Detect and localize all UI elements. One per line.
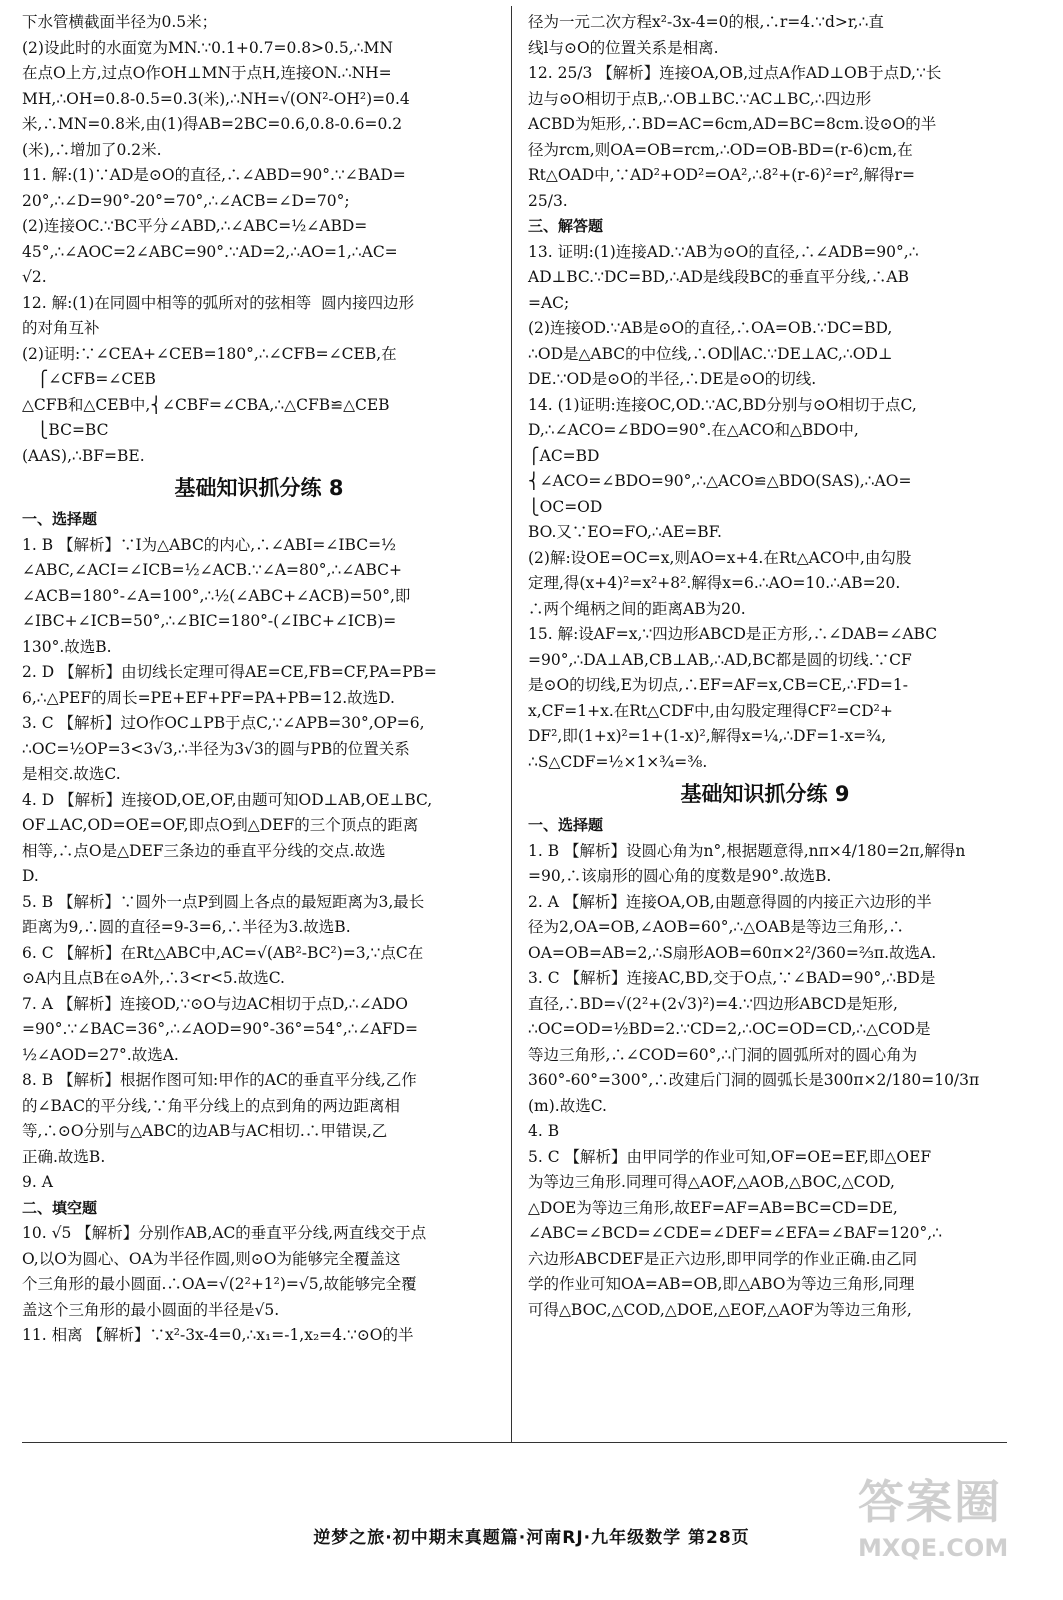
section-title: 基础知识抓分练 8: [174, 476, 344, 500]
text-line: ⎩BC=BC: [22, 421, 109, 439]
text-line: Rt△OAD中,∵AD²+OD²=OA²,∴8²+(r-6)²=r²,解得r=: [528, 166, 915, 184]
text-line: 25/3.: [528, 191, 568, 210]
text-line: 相等,∴点O是△DEF三条边的垂直平分线的交点.故选: [22, 841, 386, 860]
text-line: 径为一元二次方程x²-3x-4=0的根,∴r=4.∵d>r,∴直: [528, 13, 884, 31]
text-line: 六边形ABCDEF是正六边形,即甲同学的作业正确.由乙同: [528, 1249, 918, 1268]
text-line: ⎩OC=OD: [528, 497, 603, 516]
text-line: 20°,∴∠D=90°-20°=70°,∴∠ACB=∠D=70°;: [22, 191, 350, 210]
text-line: 8. B 【解析】根据作图可知:甲作的AC的垂直平分线,乙作: [22, 1071, 417, 1089]
text-line: ACBD为矩形,∴BD=AC=6cm,AD=BC=8cm.设⊙O的半: [528, 115, 937, 133]
text-line: 1. B 【解析】设圆心角为n°,根据题意得,nπ×4/180=2π,解得n: [528, 841, 966, 860]
text-line: OA=OB=AB=2,∴S扇形AOB=60π×2²/360=⅔π.故选A.: [528, 943, 937, 962]
text-line: 6. C 【解析】在Rt△ABC中,AC=√(AB²-BC²)=3,∵点C在: [22, 943, 424, 962]
text-line: 定理,得(x+4)²=x²+8².解得x=6.∴AO=10.∴AB=20.: [528, 574, 901, 592]
column-divider: [511, 6, 512, 1442]
text-line: ⎨∠ACO=∠BDO=90°,∴△ACO≌△BDO(SAS),∴AO=: [528, 472, 912, 490]
text-line: 径为2,OA=OB,∠AOB=60°,∴△OAB是等边三角形,∴: [528, 918, 904, 936]
text-line: 2. A 【解析】连接OA,OB,由题意得圆的内接正六边形的半: [528, 892, 932, 911]
text-line: ∴OD是△ABC的中位线,∴OD∥AC.∵DE⊥AC,∴OD⊥: [528, 344, 893, 363]
text-line: 边与⊙O相切于点B,∴OB⊥BC.∵AC⊥BC,∴四边形: [528, 89, 872, 108]
text-line: 是⊙O的切线,E为切点,∴EF=AF=x,CB=CE,∴FD=1-: [528, 676, 908, 694]
text-line: 5. B 【解析】∵圆外一点P到圆上各点的最短距离为3,最长: [22, 892, 425, 911]
text-line: =90,∴该扇形的圆心角的度数是90°.故选B.: [528, 867, 832, 885]
text-line: 线l与⊙O的位置关系是相离.: [528, 38, 719, 57]
text-line: 4. D 【解析】连接OD,OE,OF,由题可知OD⊥AB,OE⊥BC,: [22, 790, 433, 809]
text-line: 12. 解:(1)在同圆中相等的弧所对的弦相等 圆内接四边形: [22, 293, 415, 312]
text-line: 可得△BOC,△COD,△DOE,△EOF,△AOF为等边三角形,: [528, 1300, 912, 1319]
text-line: 距离为9,∴圆的直径=9-3=6,∴半径为3.故选B.: [22, 918, 351, 936]
text-line: 6,∴△PEF的周长=PE+EF+PF=PA+PB=12.故选D.: [22, 688, 395, 707]
text-line: (2)连接OD.∵AB是⊙O的直径,∴OA=OB.∵DC=BD,: [528, 319, 893, 337]
section-heading: 一、选择题: [528, 816, 604, 834]
text-line: 径为rcm,则OA=OB=rcm,∴OD=OB-BD=(r-6)cm,在: [528, 140, 913, 159]
text-line: DF²,即(1+x)²=1+(1-x)²,解得x=¼,∴DF=1-x=¾,: [528, 727, 887, 745]
text-line: ⎧∠CFB=∠CEB: [22, 370, 156, 388]
text-line: OF⊥AC,OD=OE=OF,即点O到△DEF的三个顶点的距离: [22, 816, 419, 834]
text-line: 是相交.故选C.: [22, 765, 121, 783]
text-line: 13. 证明:(1)连接AD.∵AB为⊙O的直径,∴∠ADB=90°,∴: [528, 242, 919, 261]
text-line: 等,∴⊙O分别与△ABC的边AB与AC相切.∴甲错误,乙: [22, 1122, 388, 1140]
watermark-url: MXQE.COM: [858, 1534, 1009, 1562]
text-line: ∴OC=OD=½BD=2.∵CD=2,∴OC=OD=CD,∴△COD是: [528, 1020, 931, 1038]
text-line: ∴OC=½OP=3<3√3,∴半径为3√3的圆与PB的位置关系: [22, 739, 410, 758]
section-heading: 三、解答题: [528, 217, 604, 235]
text-line: 直径,∴BD=√(2²+(2√3)²)=4.∵四边形ABCD是矩形,: [528, 994, 898, 1013]
text-line: 在点O上方,过点O作OH⊥MN于点H,连接ON.∴NH=: [22, 64, 392, 82]
text-line: ⎧AC=BD: [528, 446, 600, 465]
text-line: 盖这个三角形的最小圆面的半径是√5.: [22, 1300, 280, 1319]
text-line: (2)设此时的水面宽为MN.∵0.1+0.7=0.8>0.5,∴MN: [22, 38, 393, 57]
text-line: 米,∴MN=0.8米,由(1)得AB=2BC=0.6,0.8-0.6=0.2: [22, 115, 403, 133]
text-line: 2. D 【解析】由切线长定理可得AE=CE,FB=CF,PA=PB=: [22, 663, 437, 681]
text-line: 个三角形的最小圆面.∴OA=√(2²+1²)=√5,故能够完全覆: [22, 1275, 417, 1293]
text-line: O,以O为圆心、OA为半径作圆,则⊙O为能够完全覆盖这: [22, 1249, 401, 1268]
text-line: 正确.故选B.: [22, 1147, 106, 1166]
text-line: (2)解:设OE=OC=x,则AO=x+4.在Rt△ACO中,由勾股: [528, 548, 912, 567]
text-line: ∠IBC+∠ICB=50°,∴∠BIC=180°-(∠IBC+∠ICB)=: [22, 612, 397, 630]
text-line: 10. √5 【解析】分别作AB,AC的垂直平分线,两直线交于点: [22, 1224, 427, 1242]
text-line: ∴S△CDF=½×1×¾=⅜.: [528, 752, 708, 771]
text-line: =90°.∵∠BAC=36°,∴∠AOD=90°-36°=54°,∴∠AFD=: [22, 1020, 419, 1038]
text-line: 15. 解:设AF=x,∵四边形ABCD是正方形,∴∠DAB=∠ABC: [528, 625, 938, 643]
watermark-brand: 答案圈: [858, 1475, 1002, 1529]
text-line: 7. A 【解析】连接OD,∵⊙O与边AC相切于点D,∴∠ADO: [22, 994, 408, 1013]
left-column: [22, 10, 496, 1349]
text-line: ∠ABC=∠BCD=∠CDE=∠DEF=∠EFA=∠BAF=120°,∴: [528, 1224, 943, 1242]
text-line: 学的作业可知OA=AB=OB,即△ABO为等边三角形,同理: [528, 1275, 915, 1293]
text-line: ½∠AOD=27°.故选A.: [22, 1045, 179, 1064]
text-line: 4. B: [528, 1122, 560, 1140]
text-line: ∠ABC,∠ACI=∠ICB=½∠ACB.∵∠A=80°,∴∠ABC+: [22, 561, 402, 579]
text-line: (2)证明:∵∠CEA+∠CEB=180°,∴∠CFB=∠CEB,在: [22, 344, 397, 363]
text-line: AD⊥BC.∵DC=BD,∴AD是线段BC的垂直平分线,∴AB: [528, 268, 909, 286]
text-line: =AC;: [528, 293, 570, 312]
right-column: [528, 10, 1002, 1323]
text-line: 5. C 【解析】由甲同学的作业可知,OF=OE=EF,即△OEF: [528, 1147, 932, 1166]
text-line: 等边三角形,∴∠COD=60°,∴门洞的圆弧所对的圆心角为: [528, 1045, 918, 1064]
text-line: 3. C 【解析】过O作OC⊥PB于点C,∵∠APB=30°,OP=6,: [22, 714, 425, 732]
text-line: 45°,∴∠AOC=2∠ABC=90°.∵AD=2,∴AO=1,∴AC=: [22, 242, 398, 261]
text-line: ⊙A内且点B在⊙A外,∴3<r<5.故选C.: [22, 969, 285, 987]
text-line: △CFB和△CEB中,⎨∠CBF=∠CBA,∴△CFB≌△CEB: [22, 395, 390, 414]
footer-rule: [22, 1442, 1007, 1443]
text-line: =90°,∴DA⊥AB,CB⊥AB,∴AD,BC都是圆的切线.∵CF: [528, 650, 912, 669]
text-line: 11. 解:(1)∵AD是⊙O的直径,∴∠ABD=90°.∵∠BAD=: [22, 166, 406, 184]
text-line: (AAS),∴BF=BE.: [22, 446, 145, 465]
text-line: 360°-60°=300°,∴改建后门洞的圆弧长是300π×2/180=10/3π: [528, 1071, 980, 1089]
page-footer: 逆梦之旅·初中期末真题篇·河南RJ·九年级数学 第28页: [313, 1528, 750, 1548]
text-line: ∠ACB=180°-∠A=100°,∴½(∠ABC+∠ACB)=50°,即: [22, 586, 411, 605]
text-line: x,CF=1+x.在Rt△CDF中,由勾股定理得CF²=CD²+: [528, 701, 893, 720]
text-line: 130°.故选B.: [22, 637, 112, 656]
section-heading: 二、填空题: [22, 1198, 98, 1217]
text-line: 的∠BAC的平分线,∵角平分线上的点到角的两边距离相: [22, 1096, 400, 1115]
section-heading: 一、选择题: [22, 510, 98, 528]
section-title: 基础知识抓分练 9: [680, 782, 850, 806]
text-line: MH,∴OH=0.8-0.5=0.3(米),∴NH=√(ON²-OH²)=0.4: [22, 89, 410, 108]
text-line: (m).故选C.: [528, 1096, 607, 1115]
text-line: 3. C 【解析】连接AC,BD,交于O点,∵∠BAD=90°,∴BD是: [528, 969, 936, 987]
text-line: 为等边三角形.同理可得△AOF,△AOB,△BOC,△COD,: [528, 1173, 895, 1191]
watermark-logo: [858, 1472, 1048, 1582]
text-line: 的对角互补: [22, 319, 100, 337]
text-line: D.: [22, 867, 39, 885]
text-line: 11. 相离 【解析】∵x²-3x-4=0,∴x₁=-1,x₂=4.∵⊙O的半: [22, 1326, 414, 1344]
text-line: D,∴∠ACO=∠BDO=90°.在△ACO和△BDO中,: [528, 421, 859, 439]
text-line: 下水管横截面半径为0.5米；: [22, 13, 218, 31]
text-line: △DOE为等边三角形,故EF=AF=AB=BC=CD=DE,: [528, 1198, 898, 1217]
text-line: 9. A: [22, 1173, 53, 1191]
text-line: (2)连接OC.∵BC平分∠ABD,∴∠ABC=½∠ABD=: [22, 217, 368, 235]
text-line: 14. (1)证明:连接OC,OD.∵AC,BD分别与⊙O相切于点C,: [528, 395, 917, 414]
text-line: BO.又∵EO=FO,∴AE=BF.: [528, 523, 722, 541]
text-line: (米),∴增加了0.2米.: [22, 140, 162, 159]
text-line: DE.∵OD是⊙O的半径,∴DE是⊙O的切线.: [528, 370, 817, 388]
text-line: ∴两个绳柄之间的距离AB为20.: [528, 599, 746, 618]
text-line: √2.: [22, 268, 47, 286]
text-line: 12. 25/3 【解析】连接OA,OB,过点A作AD⊥OB于点D,∵长: [528, 64, 942, 82]
text-line: 1. B 【解析】∵I为△ABC的内心,∴∠ABI=∠IBC=½: [22, 535, 397, 554]
